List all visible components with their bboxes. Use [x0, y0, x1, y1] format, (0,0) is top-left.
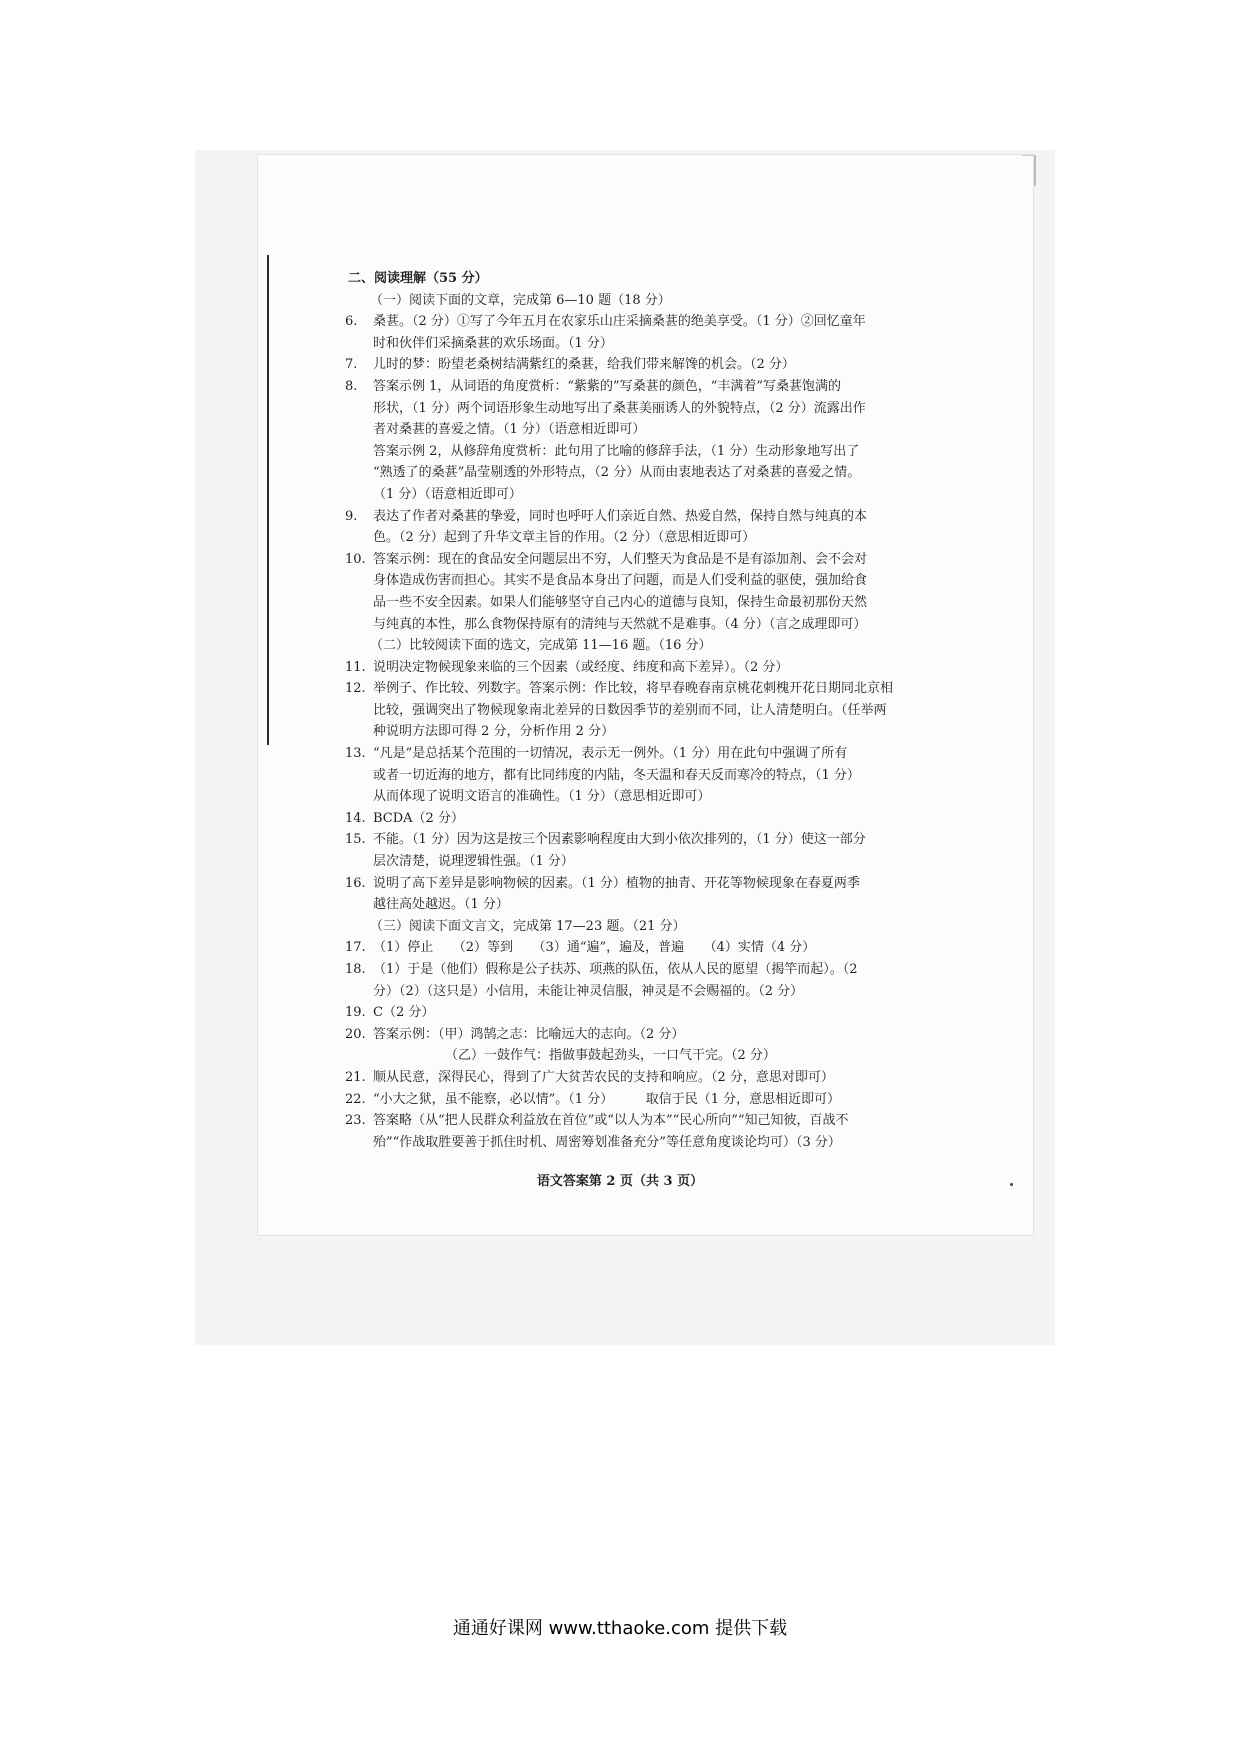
answer-16	[345, 873, 945, 916]
answer-text	[373, 829, 866, 872]
subsection-1-title: （一）阅读下面的文章，完成第 6—10 题（18 分）	[370, 292, 671, 308]
answer-8	[345, 376, 945, 506]
answer-text	[373, 311, 866, 354]
answer-15	[345, 829, 945, 872]
question-number: 13.	[345, 746, 366, 762]
question-number: 7.	[345, 357, 358, 373]
answer-23	[345, 1110, 945, 1153]
answer-text	[373, 1024, 776, 1067]
answer-line: 答案示例 2，从修辞角度赏析：此句用了比喻的修辞手法，（1 分）生动形象地写出了	[373, 443, 860, 459]
answer-text	[373, 873, 860, 916]
question-number: 11.	[345, 659, 366, 675]
answer-9	[345, 506, 945, 549]
subsection-2-title: （二）比较阅读下面的选文，完成第 11—16 题。（16 分）	[370, 638, 712, 654]
question-number: 15.	[345, 832, 366, 848]
answer-line: 答案示例：现在的食品安全问题层出不穷，人们整天为食品是不是有添加剂、会不会对	[373, 551, 868, 567]
answer-text	[373, 959, 858, 1002]
answer-6	[345, 311, 945, 354]
answer-line: 儿时的梦：盼望老桑树结满紫红的桑葚，给我们带来解馋的机会。（2 分）	[373, 357, 795, 373]
answer-20	[345, 1024, 945, 1067]
answer-text	[373, 657, 788, 679]
question-number: 16.	[345, 875, 366, 891]
answer-line: 品一些不安全因素。如果人们能够坚守自己内心的道德与良知，保持生命最初那份天然	[373, 594, 868, 610]
answer-19	[345, 1002, 945, 1024]
question-number: 8.	[345, 378, 358, 394]
answer-text	[373, 1067, 834, 1089]
question-number: 21.	[345, 1069, 366, 1085]
answer-line: 种说明方法即可得 2 分，分析作用 2 分）	[373, 724, 615, 740]
question-number: 18.	[345, 962, 366, 977]
answer-line: 比较，强调突出了物候现象南北差异的日数因季节的差别而不同，让人清楚明白。（任举两	[373, 702, 887, 718]
answer-line: BCDA（2 分）	[373, 810, 464, 826]
question-number: 17.	[345, 940, 366, 956]
download-notice: 通通好课网 www.tthaoke.com 提供下载	[452, 1618, 788, 1639]
answer-line: 或者一切近海的地方，都有比同纬度的内陆，冬天温和春天反而寒冷的特点，（1 分）	[373, 767, 860, 783]
answer-line: C（2 分）	[373, 1005, 435, 1021]
answer-11	[345, 657, 945, 679]
answer-line: 形状，（1 分）两个词语形象生动地写出了桑葚美丽诱人的外貌特点，（2 分）流露出作	[373, 400, 866, 416]
answer-line: “小大之狱，虽不能察，必以情”。（1 分） 取信于民（1 分，意思相近即可）	[373, 1091, 841, 1107]
answer-line: “熟透了的桑葚”晶莹剔透的外形特点，（2 分）从而由衷地表达了对桑葚的喜爱之情。	[373, 465, 861, 481]
answer-text	[373, 549, 867, 635]
answer-line: 答案示例：（甲）鸿鹄之志：比喻远大的志向。（2 分）	[373, 1026, 685, 1042]
answer-line: 从而体现了说明文语言的准确性。（1 分）（意思相近即可）	[373, 789, 711, 805]
answer-13	[345, 743, 945, 808]
answer-line: 时和伙伴们采摘桑葚的欢乐场面。（1 分）	[373, 335, 613, 351]
answer-line: 不能。（1 分）因为这是按三个因素影响程度由大到小依次排列的，（1 分）使这一部分	[373, 832, 866, 848]
answer-line: （乙）一鼓作气：指做事鼓起劲头，一口气干完。（2 分）	[445, 1048, 776, 1064]
answer-content	[345, 268, 945, 1153]
paper-corner-edge	[1022, 155, 1036, 186]
answer-text	[373, 506, 867, 549]
answer-7	[345, 354, 945, 376]
answer-line: 表达了作者对桑葚的挚爱，同时也呼吁人们亲近自然、热爱自然，保持自然与纯真的本	[373, 508, 868, 524]
answer-17	[345, 937, 945, 959]
answer-line: 说明决定物候现象来临的三个因素（或经度、纬度和高下差异）。（2 分）	[373, 659, 789, 675]
answer-line: 与纯真的本性，那么食物保持原有的清纯与天然就不是难事。（4 分）（言之成理即可）	[373, 616, 867, 632]
answer-text	[373, 937, 815, 959]
question-number: 9.	[345, 508, 358, 524]
question-number: 10.	[345, 551, 366, 567]
answer-text	[373, 1089, 840, 1111]
page-footer: 语文答案第 2 页（共 3 页）	[536, 1174, 704, 1189]
question-number: 14.	[345, 810, 366, 826]
answer-text	[373, 808, 464, 830]
answer-text	[373, 354, 795, 376]
answer-line: 分）（2）（这只是）小信用，未能让神灵信服，神灵是不会赐福的。（2 分）	[373, 983, 804, 999]
answer-line: 举例子、作比较、列数字。答案示例：作比较，将早春晚春南京桃花刺槐开花日期同北京相	[373, 681, 894, 697]
left-margin-line	[267, 255, 269, 745]
answer-text	[373, 743, 860, 808]
answer-line: 殆”“作战取胜要善于抓住时机、周密筹划准备充分”等任意角度谈论均可）（3 分）	[373, 1134, 841, 1150]
answer-text	[373, 376, 866, 506]
answer-12	[345, 678, 945, 743]
answer-line: 身体造成伤害而担心。其实不是食品本身出了问题，而是人们受利益的驱使，强加给食	[373, 573, 868, 589]
section-heading: 二、阅读理解（55 分）	[348, 271, 488, 286]
question-number: 6.	[345, 314, 358, 330]
answer-21	[345, 1067, 945, 1089]
answer-line: “凡是”是总括某个范围的一切情况，表示无一例外。（1 分）用在此句中强调了所有	[373, 746, 848, 762]
answer-10	[345, 549, 945, 635]
question-number: 12.	[345, 681, 366, 697]
answer-line: （1）于是（他们）假称是公子扶苏、项燕的队伍，依从人民的愿望（揭竿而起）。（2	[373, 962, 858, 977]
answer-line: 层次清楚，说理逻辑性强。（1 分）	[373, 854, 574, 870]
answer-text	[373, 1002, 434, 1024]
answer-14	[345, 808, 945, 830]
answer-text	[373, 678, 893, 743]
answer-18	[345, 959, 945, 1002]
question-number: 19.	[345, 1005, 366, 1021]
answer-line: （1 分）（语意相近即可）	[373, 486, 522, 502]
answer-line: 顺从民意，深得民心，得到了广大贫苦农民的支持和响应。（2 分，意思对即可）	[373, 1069, 834, 1085]
answer-line: 者对桑葚的喜爱之情。（1 分）（语意相近即可）	[373, 422, 646, 438]
answer-line: 越往高处越迟。（1 分）	[373, 897, 509, 913]
answer-line: 答案略（从“把人民群众利益放在首位”或“以人为本”“民心所向”“知己知彼，百战不	[373, 1113, 849, 1129]
answer-line: 色。（2 分）起到了升华文章主旨的作用。（2 分）（意思相近即可）	[373, 530, 756, 546]
answer-line: 答案示例 1，从词语的角度赏析：“紫紫的”写桑葚的颜色，“丰满着”写桑葚饱满的	[373, 378, 841, 394]
answer-line: 说明了高下差异是影响物候的因素。（1 分）植物的抽青、开花等物候现象在春夏两季	[373, 875, 860, 891]
question-number: 22.	[345, 1091, 366, 1107]
question-number: 23.	[345, 1113, 366, 1129]
question-number: 20.	[345, 1026, 366, 1042]
answer-line: （1）停止 （2）等到 （3）通“遍”，遍及，普遍 （4）实情（4 分）	[373, 940, 816, 956]
answer-line: 桑葚。（2 分）①写了今年五月在农家乐山庄采摘桑葚的绝美享受。（1 分）②回忆童年	[373, 314, 866, 330]
subsection-3-title: （三）阅读下面文言文，完成第 17—23 题。（21 分）	[370, 918, 686, 934]
answer-text	[373, 1110, 849, 1153]
answer-22	[345, 1089, 945, 1111]
